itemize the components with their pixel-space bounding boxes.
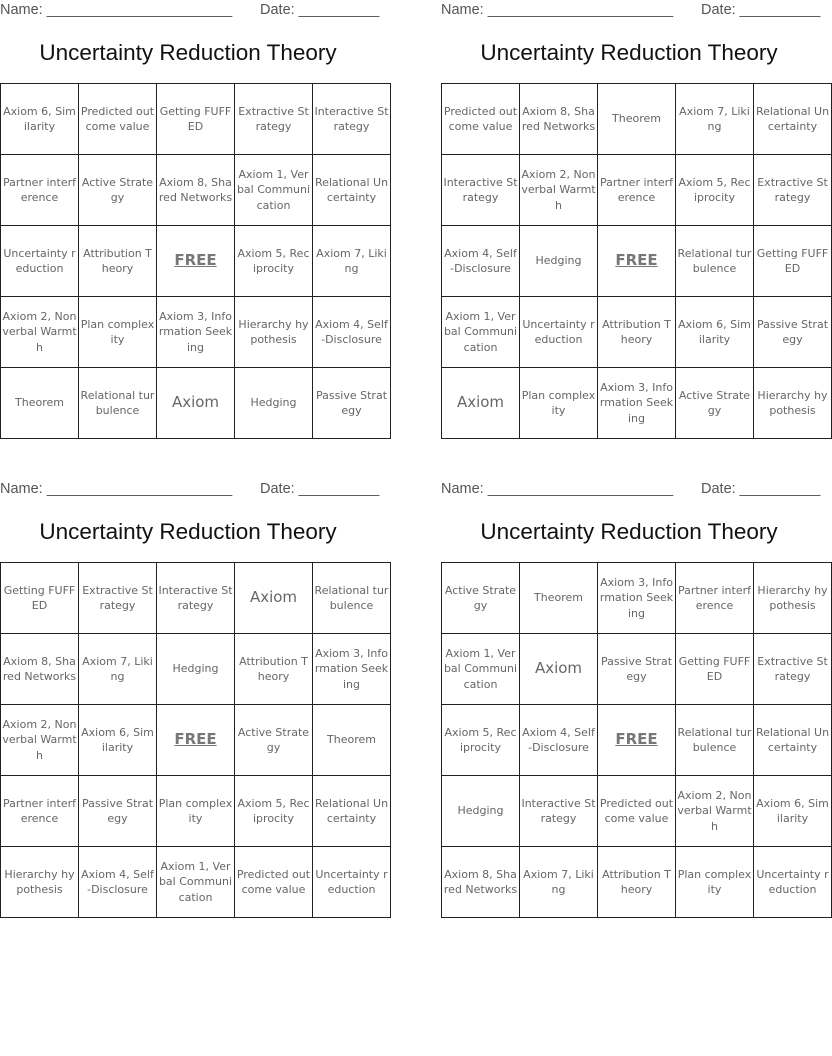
free-space-cell: FREE [598, 705, 676, 776]
bingo-cell: Relational turbulence [676, 226, 754, 297]
bingo-cell: Partner interference [1, 155, 79, 226]
bingo-cell: Axiom 7, Liking [520, 847, 598, 918]
bingo-cell: Axiom 2, Nonverbal Warmth [1, 297, 79, 368]
bingo-cell: Axiom 1, Verbal Communication [442, 297, 520, 368]
bingo-row [442, 226, 832, 297]
bingo-cell: Hierarchy hypothesis [1, 847, 79, 918]
bingo-cell: Active Strategy [676, 368, 754, 439]
bingo-row [442, 155, 832, 226]
bingo-cell: Theorem [520, 563, 598, 634]
bingo-cell: Relational turbulence [313, 563, 391, 634]
card-header [441, 479, 821, 501]
bingo-cell: Uncertainty reduction [1, 226, 79, 297]
bingo-cell: Getting FUFFED [157, 84, 235, 155]
free-space-cell: FREE [157, 226, 235, 297]
date-line: Date: __________ [260, 2, 380, 18]
card-title: Uncertainty Reduction Theory [480, 519, 778, 544]
bingo-cell: Getting FUFFED [1, 563, 79, 634]
bingo-cell: Relational Uncertainty [313, 155, 391, 226]
bingo-cell: Predicted outcome value [79, 84, 157, 155]
bingo-row [1, 297, 391, 368]
bingo-row [1, 155, 391, 226]
bingo-cell: Getting FUFFED [754, 226, 832, 297]
name-line: Name: _______________________ [0, 481, 233, 497]
bingo-cell: Axiom 5, Reciprocity [235, 226, 313, 297]
bingo-cell: Plan complexity [79, 297, 157, 368]
bingo-cell: Axiom 3, Information Seeking [598, 563, 676, 634]
bingo-row [442, 563, 832, 634]
bingo-cell: Relational turbulence [676, 705, 754, 776]
bingo-cell: Extractive Strategy [79, 563, 157, 634]
bingo-cell: Theorem [598, 84, 676, 155]
bingo-cell: Interactive Strategy [442, 155, 520, 226]
bingo-cell: Passive Strategy [598, 634, 676, 705]
card-header [0, 479, 380, 501]
bingo-cell: Axiom [520, 634, 598, 705]
bingo-row [1, 368, 391, 439]
bingo-cell: Axiom 4, Self-Disclosure [520, 705, 598, 776]
bingo-cell: Uncertainty reduction [754, 847, 832, 918]
bingo-cell: Plan complexity [520, 368, 598, 439]
bingo-cell: Axiom 7, Liking [313, 226, 391, 297]
bingo-cell: Axiom 5, Reciprocity [442, 705, 520, 776]
bingo-cell: Axiom 8, Shared Networks [1, 634, 79, 705]
bingo-cell: Attribution Theory [235, 634, 313, 705]
card-header [441, 0, 821, 22]
bingo-cell: Relational turbulence [79, 368, 157, 439]
bingo-cell: Hedging [157, 634, 235, 705]
bingo-cell: Predicted outcome value [598, 776, 676, 847]
bingo-cell: Relational Uncertainty [313, 776, 391, 847]
bingo-row [1, 776, 391, 847]
bingo-cell: Attribution Theory [598, 847, 676, 918]
bingo-row [1, 226, 391, 297]
bingo-row [442, 84, 832, 155]
bingo-cell: Axiom [235, 563, 313, 634]
bingo-cell: Plan complexity [676, 847, 754, 918]
bingo-cell: Axiom 6, Similarity [754, 776, 832, 847]
bingo-cell: Passive Strategy [79, 776, 157, 847]
card-title: Uncertainty Reduction Theory [39, 40, 337, 65]
bingo-cell: Axiom 5, Reciprocity [676, 155, 754, 226]
bingo-row [1, 847, 391, 918]
bingo-cell: Axiom 2, Nonverbal Warmth [1, 705, 79, 776]
bingo-cell: Theorem [1, 368, 79, 439]
name-line: Name: _______________________ [0, 2, 233, 18]
bingo-cell: Passive Strategy [313, 368, 391, 439]
date-line: Date: __________ [260, 481, 380, 497]
bingo-row [1, 563, 391, 634]
bingo-grid [0, 562, 391, 918]
bingo-cell: Passive Strategy [754, 297, 832, 368]
name-line: Name: _______________________ [441, 2, 674, 18]
bingo-row [442, 634, 832, 705]
bingo-row [442, 776, 832, 847]
bingo-cell: Axiom 6, Similarity [79, 705, 157, 776]
bingo-cell: Axiom 8, Shared Networks [520, 84, 598, 155]
bingo-cell: Axiom [442, 368, 520, 439]
bingo-row [442, 368, 832, 439]
bingo-cell: Axiom 2, Nonverbal Warmth [676, 776, 754, 847]
bingo-grid [441, 562, 832, 918]
bingo-row [442, 705, 832, 776]
free-space-cell: FREE [598, 226, 676, 297]
bingo-cell: Active Strategy [79, 155, 157, 226]
bingo-cell: Hedging [235, 368, 313, 439]
bingo-cell: Extractive Strategy [235, 84, 313, 155]
bingo-cell: Axiom 8, Shared Networks [442, 847, 520, 918]
bingo-row [1, 705, 391, 776]
bingo-cell: Interactive Strategy [313, 84, 391, 155]
bingo-cell: Axiom 4, Self-Disclosure [79, 847, 157, 918]
card-title: Uncertainty Reduction Theory [480, 40, 778, 65]
bingo-cell: Axiom 4, Self-Disclosure [313, 297, 391, 368]
bingo-cell: Axiom 3, Information Seeking [598, 368, 676, 439]
bingo-cell: Axiom 4, Self-Disclosure [442, 226, 520, 297]
bingo-cell: Axiom 7, Liking [676, 84, 754, 155]
free-space-cell: FREE [157, 705, 235, 776]
bingo-cell: Extractive Strategy [754, 634, 832, 705]
bingo-cell: Uncertainty reduction [313, 847, 391, 918]
bingo-cell: Hierarchy hypothesis [754, 368, 832, 439]
date-line: Date: __________ [701, 2, 821, 18]
bingo-cell: Predicted outcome value [235, 847, 313, 918]
bingo-cell: Axiom 1, Verbal Communication [442, 634, 520, 705]
bingo-cell: Hierarchy hypothesis [754, 563, 832, 634]
name-line: Name: _______________________ [441, 481, 674, 497]
card-header [0, 0, 380, 22]
bingo-cell: Interactive Strategy [520, 776, 598, 847]
bingo-row [1, 634, 391, 705]
bingo-cell: Theorem [313, 705, 391, 776]
card-title: Uncertainty Reduction Theory [39, 519, 337, 544]
bingo-grid [0, 83, 391, 439]
bingo-row [1, 84, 391, 155]
bingo-cell: Axiom 1, Verbal Communication [235, 155, 313, 226]
bingo-cell: Extractive Strategy [754, 155, 832, 226]
bingo-cell: Uncertainty reduction [520, 297, 598, 368]
date-line: Date: __________ [701, 481, 821, 497]
bingo-cell: Active Strategy [442, 563, 520, 634]
bingo-cell: Partner interference [598, 155, 676, 226]
bingo-cell: Relational Uncertainty [754, 705, 832, 776]
bingo-cell: Hedging [520, 226, 598, 297]
bingo-cell: Hierarchy hypothesis [235, 297, 313, 368]
bingo-cell: Axiom 3, Information Seeking [313, 634, 391, 705]
bingo-cell: Getting FUFFED [676, 634, 754, 705]
bingo-cell: Axiom 1, Verbal Communication [157, 847, 235, 918]
bingo-row [442, 297, 832, 368]
bingo-cell: Axiom 2, Nonverbal Warmth [520, 155, 598, 226]
bingo-cell: Active Strategy [235, 705, 313, 776]
bingo-row [442, 847, 832, 918]
bingo-cell: Predicted outcome value [442, 84, 520, 155]
bingo-cell: Interactive Strategy [157, 563, 235, 634]
bingo-cell: Axiom 6, Similarity [676, 297, 754, 368]
bingo-cell: Axiom 7, Liking [79, 634, 157, 705]
bingo-cell: Partner interference [676, 563, 754, 634]
bingo-cell: Attribution Theory [79, 226, 157, 297]
bingo-grid [441, 83, 832, 439]
bingo-cell: Partner interference [1, 776, 79, 847]
bingo-cell: Axiom 8, Shared Networks [157, 155, 235, 226]
bingo-cell: Axiom [157, 368, 235, 439]
bingo-cell: Axiom 3, Information Seeking [157, 297, 235, 368]
bingo-cell: Axiom 6, Similarity [1, 84, 79, 155]
bingo-cell: Relational Uncertainty [754, 84, 832, 155]
bingo-cell: Attribution Theory [598, 297, 676, 368]
bingo-cell: Hedging [442, 776, 520, 847]
bingo-cell: Plan complexity [157, 776, 235, 847]
bingo-cell: Axiom 5, Reciprocity [235, 776, 313, 847]
